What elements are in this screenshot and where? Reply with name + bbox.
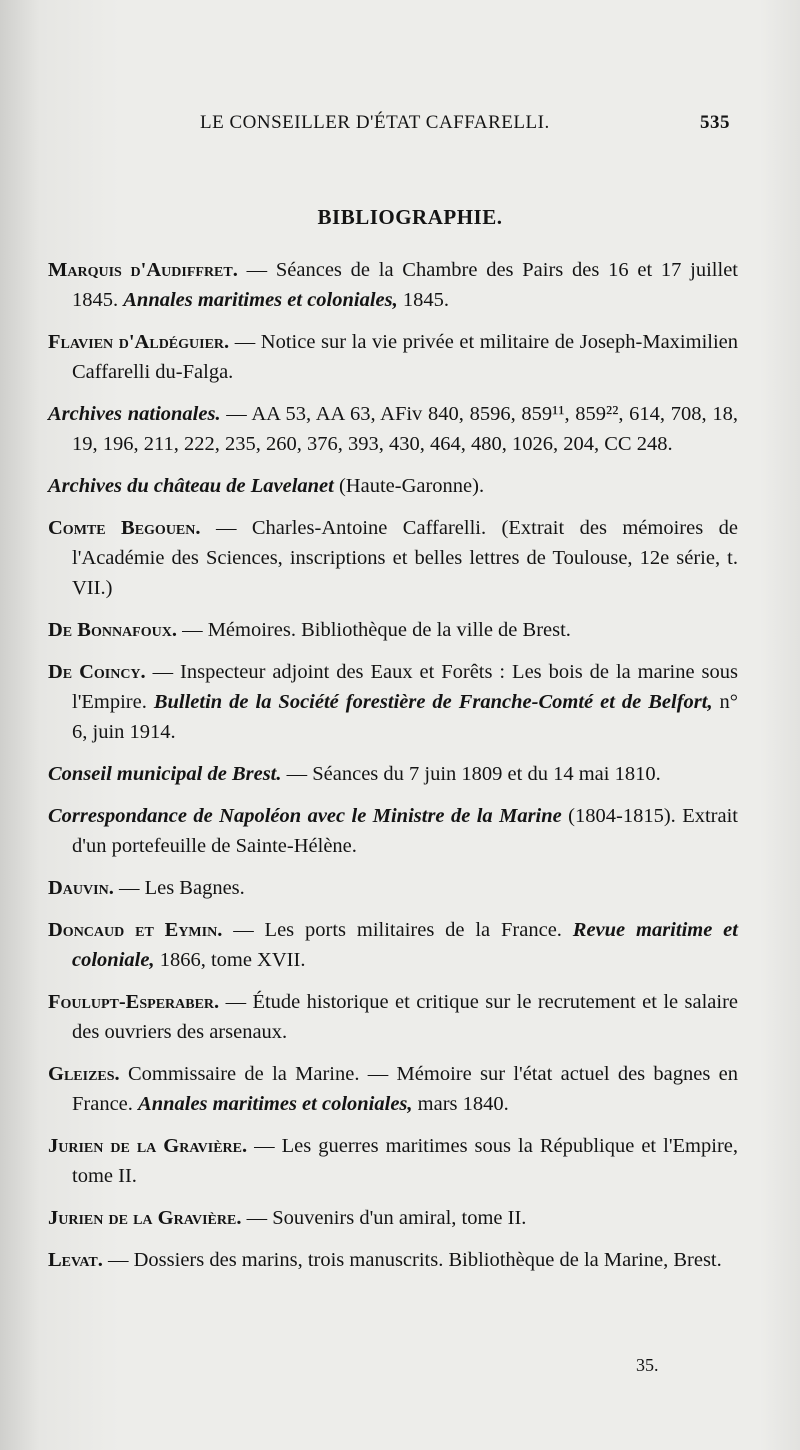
bibliography-entry — [48, 255, 738, 315]
entry-italic: Annales maritimes et coloniales, — [138, 1093, 413, 1115]
bibliography-entry — [48, 1131, 738, 1191]
entry-text: — Étude historique et critique sur le recrutement et le salaire des ouvriers des arsenaux. — [72, 991, 738, 1043]
entry-tail: 1866, tome XVII. — [154, 949, 306, 971]
page-number: 535 — [700, 112, 730, 133]
entry-italic: Archives nationales. — [48, 403, 221, 425]
entry-author: Foulupt-Esperaber. — [48, 991, 220, 1013]
bibliography-entry — [48, 1203, 738, 1233]
entry-author: Flavien d'Aldéguier. — [48, 331, 230, 353]
entry-tail: mars 1840. — [412, 1093, 509, 1115]
entry-text: — Les ports militaires de la France. — [222, 919, 573, 941]
bibliography-entry — [48, 759, 738, 789]
entry-tail: 1845. — [397, 289, 449, 311]
entry-author: Doncaud et Eymin. — [48, 919, 223, 941]
entry-text: — Notice sur la vie privée et militaire de Joseph-Maximilien Caffarelli du-Falga. — [72, 331, 738, 383]
entry-italic: Revue maritime et coloniale, — [72, 919, 738, 971]
bibliography-entry — [48, 399, 738, 459]
entry-text: — Mémoires. Bibliothèque de la ville de Brest. — [176, 619, 571, 641]
entry-text: — Charles-Antoine Caffarelli. (Extrait des mémoires de l'Académie des Sciences, inscriptions et belles lettres de Toulouse, 12e série, t. VII.) — [72, 517, 738, 599]
entry-italic: Archives du château de Lavelanet — [48, 475, 334, 497]
bibliography-entry — [48, 987, 738, 1047]
running-header — [200, 112, 730, 142]
section-heading: BIBLIOGRAPHIE. — [317, 205, 503, 229]
entry-author: Jurien de la Gravière. — [48, 1135, 248, 1157]
entry-text: — Souvenirs d'un amiral, tome II. — [241, 1207, 527, 1229]
entry-author: Marquis d'Audiffret. — [48, 259, 238, 281]
entry-text: — Séances de la Chambre des Pairs des 16 et 17 juillet 1845. — [72, 259, 738, 311]
entry-author: Comte Begouen. — [48, 517, 201, 539]
bibliography-entry — [48, 657, 738, 747]
entry-text: — Inspecteur adjoint des Eaux et Forêts : Les bois de la marine sous l'Empire. — [72, 661, 738, 713]
entry-author: Jurien de la Gravière. — [48, 1207, 242, 1229]
bibliography-entry — [48, 327, 738, 387]
bibliography-entry — [48, 873, 738, 903]
entry-tail: — AA 53, AA 63, AFiv 840, 8596, 859¹¹, 859²², 614, 708, 18, 19, 196, 211, 222, 235, 260, 376, 393, 430, 464, 480, 1026, 204, CC 248. — [72, 403, 738, 455]
entry-italic: Annales maritimes et coloniales, — [123, 289, 398, 311]
running-title: LE CONSEILLER D'ÉTAT CAFFARELLI. — [200, 112, 550, 133]
entry-tail: (1804-1815). Extrait d'un portefeuille de Sainte-Hélène. — [72, 805, 738, 857]
entry-italic: Bulletin de la Société forestière de Franche-Comté et de Belfort, — [153, 691, 713, 713]
bibliography-entry — [48, 1245, 738, 1275]
bibliography-list — [48, 255, 738, 1287]
entry-text: Commissaire de la Marine. — Mémoire sur l'état actuel des bagnes en France. — [72, 1063, 738, 1115]
signature-mark: 35. — [636, 1355, 659, 1375]
entry-italic: Correspondance de Napoléon avec le Ministre de la Marine — [48, 805, 562, 827]
entry-author: Gleizes. — [48, 1063, 120, 1085]
bibliography-entry — [48, 471, 738, 501]
entry-author: De Coincy. — [48, 661, 146, 683]
entry-italic: Conseil municipal de Brest. — [48, 763, 282, 785]
entry-text: — Les guerres maritimes sous la République et l'Empire, tome II. — [72, 1135, 738, 1187]
bibliography-entry — [48, 915, 738, 975]
entry-author: Levat. — [48, 1249, 103, 1271]
entry-text: — Dossiers des marins, trois manuscrits. Bibliothèque de la Marine, Brest. — [102, 1249, 722, 1271]
bibliography-entry — [48, 513, 738, 603]
bibliography-entry — [48, 1059, 738, 1119]
entry-tail: n° 6, juin 1914. — [72, 691, 739, 743]
entry-text: — Les Bagnes. — [113, 877, 245, 899]
entry-tail: — Séances du 7 juin 1809 et du 14 mai 1810. — [281, 763, 661, 785]
entry-author: De Bonnafoux. — [48, 619, 177, 641]
entry-author: Dauvin. — [48, 877, 114, 899]
bibliography-entry — [48, 615, 738, 645]
entry-tail: (Haute-Garonne). — [333, 475, 485, 497]
bibliography-entry — [48, 801, 738, 861]
